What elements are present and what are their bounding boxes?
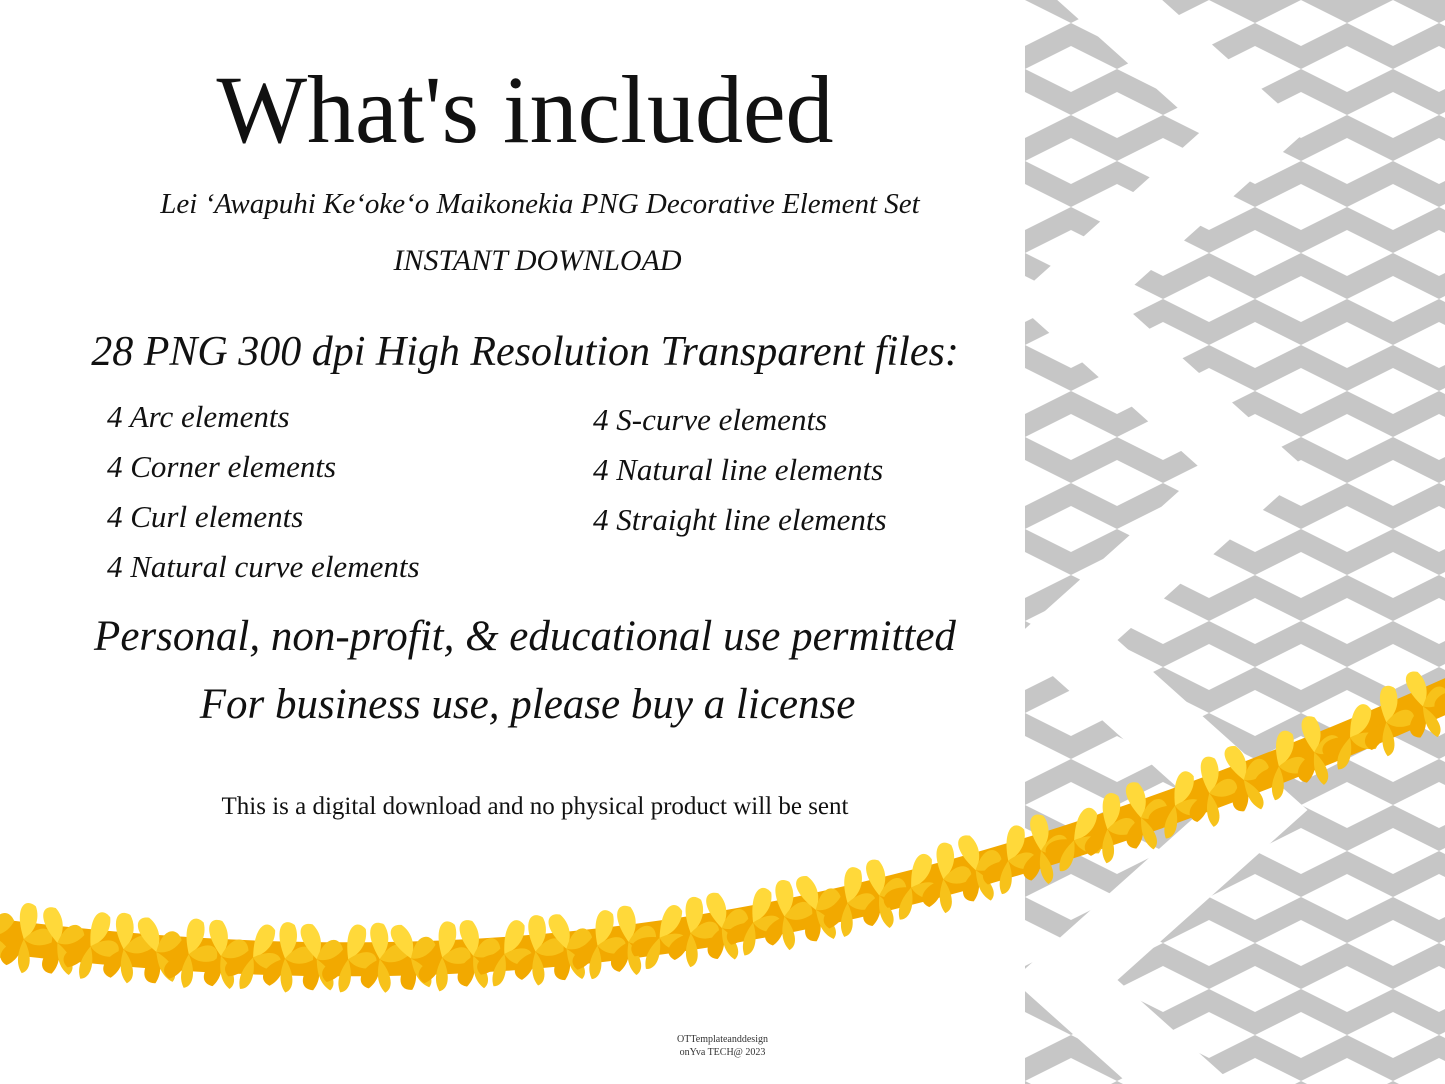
lei-flower bbox=[667, 895, 721, 969]
lei-flower bbox=[262, 921, 315, 994]
product-subtitle: Lei ʻAwapuhi Keʻokeʻo Maikonekia PNG Decorative Element Set bbox=[160, 188, 920, 220]
pattern-triangle bbox=[1439, 506, 1445, 552]
pattern-triangle bbox=[1439, 1058, 1445, 1084]
lei-flower bbox=[850, 853, 915, 933]
pattern-triangle bbox=[1439, 598, 1445, 644]
lei-flower bbox=[879, 846, 952, 930]
lei-flower bbox=[318, 918, 386, 1000]
lei-flower bbox=[942, 826, 1015, 910]
lei-flower bbox=[219, 915, 294, 1000]
credit-shop-name: OTTemplateanddesign bbox=[677, 1034, 768, 1045]
lei-flower bbox=[569, 905, 633, 985]
pattern-triangle bbox=[1439, 874, 1445, 920]
lei-flower bbox=[444, 913, 510, 994]
lei-flower bbox=[59, 905, 130, 988]
list-item: 4 Natural line elements bbox=[593, 452, 884, 487]
elements-list-right bbox=[593, 401, 887, 551]
instant-download-label: INSTANT DOWNLOAD bbox=[393, 244, 682, 277]
license-permitted-text: Personal, non-profit, & educational use permitted bbox=[94, 613, 956, 660]
list-item: 4 Curl elements bbox=[107, 499, 304, 534]
lei-flower bbox=[601, 901, 662, 979]
page-title: What's included bbox=[216, 56, 834, 163]
lei-flower bbox=[417, 918, 476, 995]
lei-flower bbox=[625, 896, 701, 981]
pattern-triangle bbox=[1439, 230, 1445, 276]
lei-flower bbox=[472, 912, 544, 996]
lei-flower bbox=[27, 900, 94, 981]
lei-flower bbox=[193, 915, 255, 994]
pattern-triangle bbox=[1439, 782, 1445, 828]
lei-flower bbox=[161, 914, 224, 993]
list-item: 4 Straight line elements bbox=[593, 502, 887, 537]
lei-flower bbox=[922, 843, 971, 913]
lei-flower bbox=[0, 900, 56, 976]
list-item: 4 Corner elements bbox=[107, 449, 337, 484]
elements-list-left bbox=[107, 398, 420, 598]
lei-flower bbox=[101, 912, 153, 984]
pattern-triangle bbox=[1439, 414, 1445, 460]
lei-flower bbox=[375, 913, 452, 998]
lei-flower bbox=[284, 915, 354, 998]
list-item: 4 Arc elements bbox=[107, 399, 290, 434]
credit-copyright: onYva TECH@ 2023 bbox=[679, 1047, 766, 1058]
triangle-pattern-panel bbox=[1025, 0, 1445, 1084]
list-item: 4 S-curve elements bbox=[593, 402, 828, 437]
license-business-text: For business use, please buy a license bbox=[199, 681, 856, 728]
pattern-triangle bbox=[1439, 322, 1445, 368]
pattern-triangle bbox=[1439, 138, 1445, 184]
lei-flower bbox=[780, 865, 857, 950]
credits bbox=[0, 1033, 1445, 1059]
lei-flower bbox=[0, 889, 31, 975]
lei-flower bbox=[514, 915, 564, 986]
pattern-triangle bbox=[1439, 966, 1445, 1012]
files-heading: 28 PNG 300 dpi High Resolution Transparent files: bbox=[91, 329, 959, 375]
lei-flower bbox=[532, 904, 606, 988]
pattern-triangle bbox=[1439, 690, 1445, 736]
pattern-triangle bbox=[1439, 46, 1445, 92]
lei-flower bbox=[122, 907, 196, 992]
lei-flower bbox=[690, 884, 759, 967]
digital-download-disclaimer: This is a digital download and no physical product will be sent bbox=[221, 793, 849, 820]
lei-flower bbox=[760, 878, 815, 952]
lei-flower bbox=[723, 881, 792, 963]
lei-flower bbox=[355, 920, 411, 995]
lei-flower bbox=[821, 864, 881, 941]
list-item: 4 Natural curve elements bbox=[107, 549, 420, 584]
